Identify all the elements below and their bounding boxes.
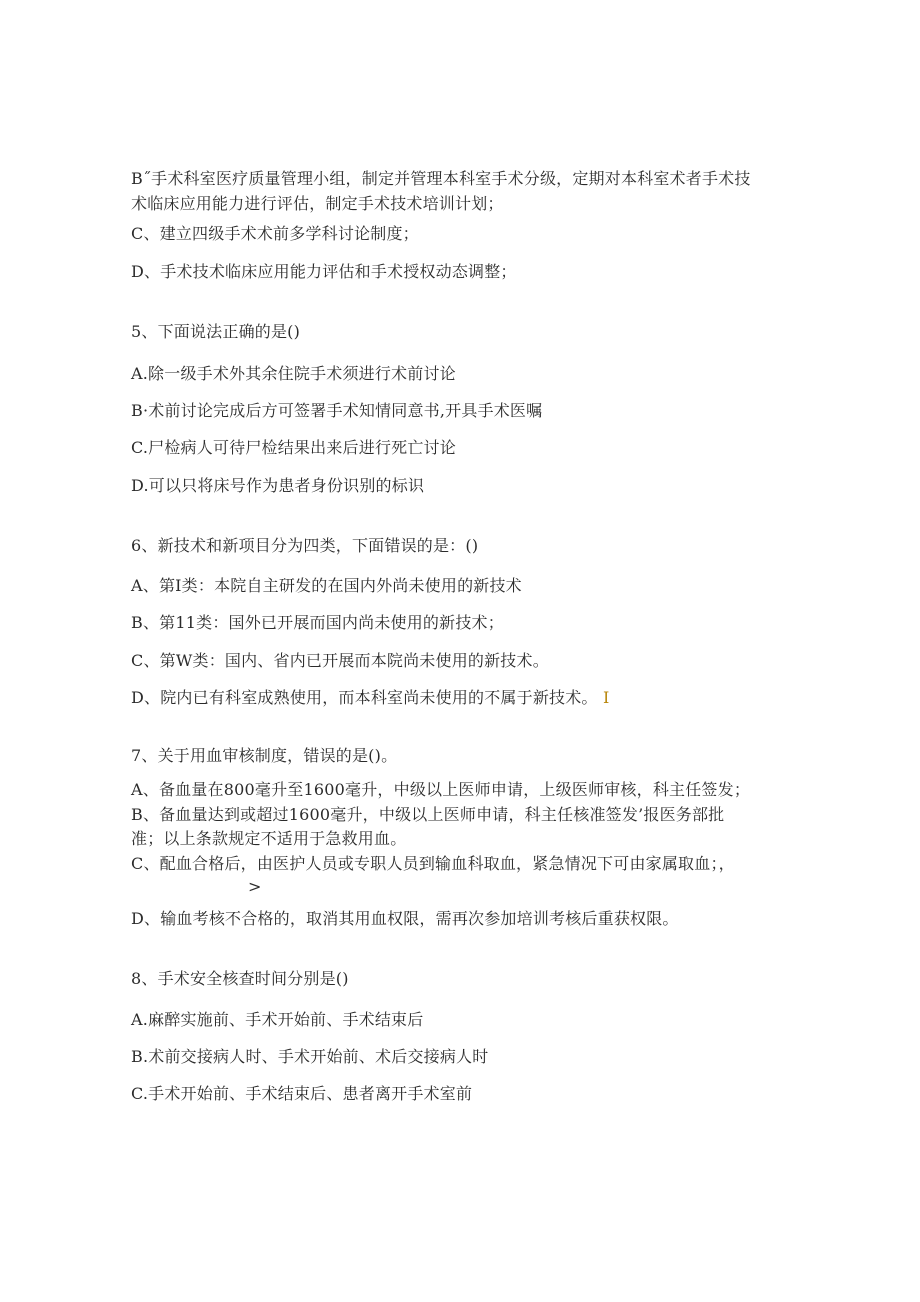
stray-mark: I xyxy=(602,688,610,707)
question-7-option-b-line-1: B、备血量达到或超过1600毫升，中级以上医师申请，科主任核准签发’报医务部批 xyxy=(131,805,725,824)
question-5-option-a: A.除一级手术外其余住院手术须进行术前讨论 xyxy=(131,364,456,383)
option-b-line-2: 术临床应用能力进行评估，制定手术技术培训计划； xyxy=(131,194,504,213)
question-7-title: 7、关于用血审核制度，错误的是()。 xyxy=(131,746,398,765)
question-7-option-c-line-1: C、配血合格后，由医护人员或专职人员到输血科取血，紧急情况下可由家属取血；， xyxy=(131,854,735,873)
question-6-title: 6、新技术和新项目分为四类，下面错误的是：() xyxy=(131,536,479,555)
question-5-option-c: C.尸检病人可待尸检结果出来后进行死亡讨论 xyxy=(131,438,456,457)
question-7-option-a: A、备血量在800毫升至1600毫升，中级以上医师申请，上级医师审核，科主任签发； xyxy=(131,780,751,799)
question-5-option-b: B·术前讨论完成后方可签署手术知情同意书,开具手术医嘱 xyxy=(131,401,543,420)
question-8-title: 8、手术安全核查时间分别是() xyxy=(131,969,349,988)
question-6-option-a: A、第I类：本院自主研发的在国内外尚未使用的新技术 xyxy=(131,576,522,595)
question-6-option-d-text: D、院内已有科室成熟使用，而本科室尚未使用的不属于新技术。 xyxy=(131,688,598,707)
question-5-title: 5、下面说法正确的是() xyxy=(131,322,301,341)
question-6-option-c: C、第W类：国内、省内已开展而本院尚未使用的新技术。 xyxy=(131,651,549,670)
question-6-option-b: B、第11类：国外已开展而国内尚未使用的新技术； xyxy=(131,613,504,632)
question-7-option-b-line-2: 准；以上条款规定不适用于急救用血。 xyxy=(131,829,407,848)
option-c: C、建立四级手术术前多学科讨论制度； xyxy=(131,224,419,243)
question-7-option-d: D、输血考核不合格的，取消其用血权限，需再次参加培训考核后重获权限。 xyxy=(131,909,679,928)
option-d: D、手术技术临床应用能力评估和手术授权动态调整； xyxy=(131,262,517,281)
option-b-line-1: B˝手术科室医疗质量管理小组，制定并管理本科室手术分级，定期对本科室术者手术技 xyxy=(131,169,751,188)
question-8-option-a: A.麻醉实施前、手术开始前、手术结束后 xyxy=(131,1010,424,1029)
question-8-option-b: B.术前交接病人时、手术开始前、术后交接病人时 xyxy=(131,1047,489,1066)
question-5-option-d: D.可以只将床号作为患者身份识别的标识 xyxy=(131,476,425,495)
question-8-option-c: C.手术开始前、手术结束后、患者离开手术室前 xyxy=(131,1084,473,1103)
question-7-option-c-line-2: > xyxy=(248,877,262,896)
question-6-option-d xyxy=(131,687,609,709)
